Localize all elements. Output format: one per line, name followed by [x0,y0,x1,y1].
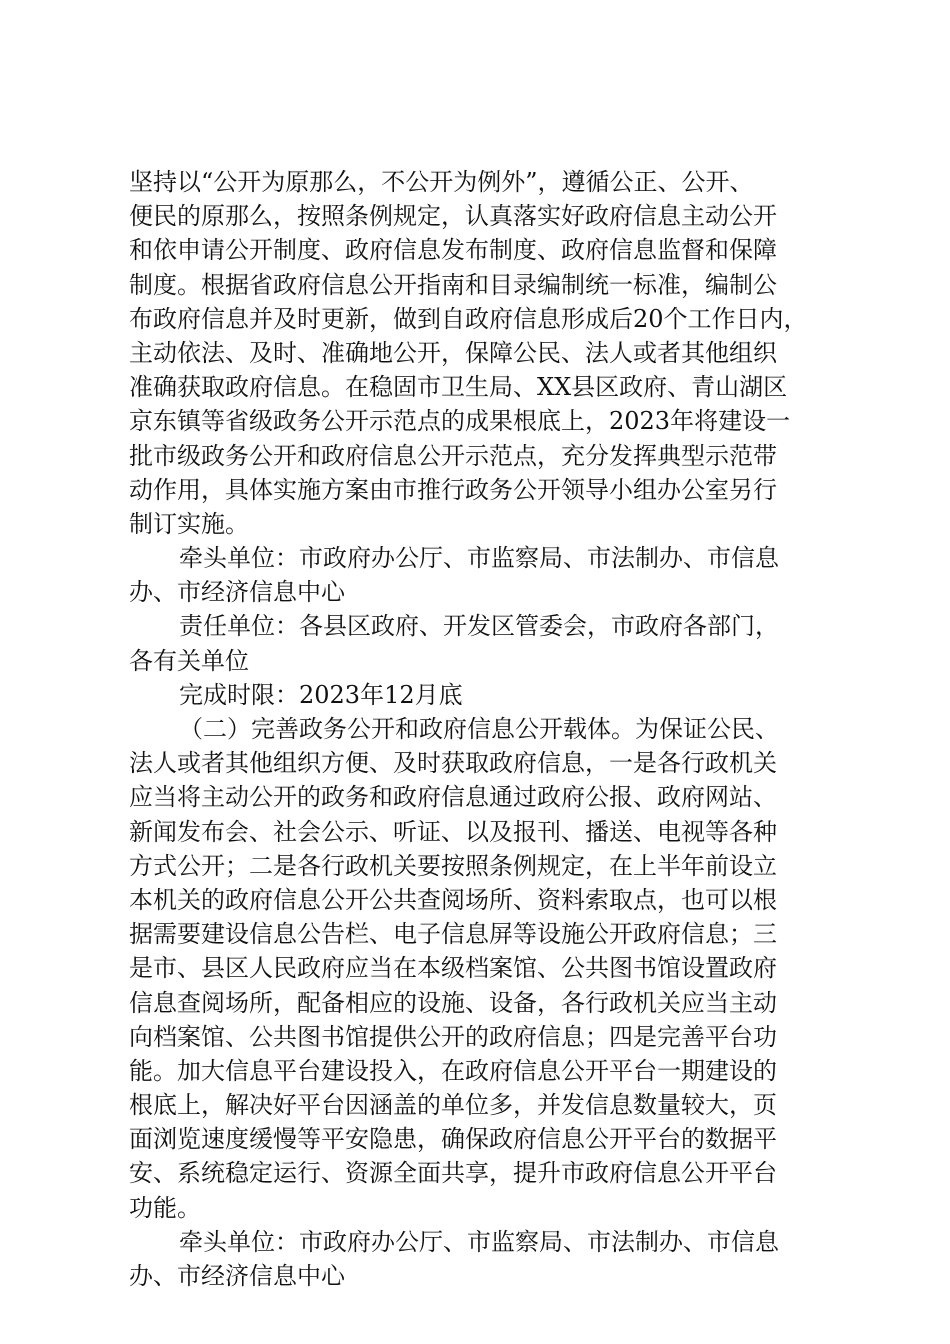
section-heading-line: （二）完善政务公开和政府信息公开载体。为保证公民、 [179,715,779,743]
text-line: 方式公开；二是各行政机关要按照条例规定，在上半年前设立 [129,851,777,880]
deadline-line: 完成时限：2023年12月底 [179,680,463,709]
text-line: 安、系统稳定运行、资源全面共享，提升市政府信息公开平台 [129,1159,777,1188]
text-line: 向档案馆、公共图书馆提供公开的政府信息；四是完善平台功 [129,1022,777,1051]
document-body [129,165,829,1293]
text-line: 各有关单位 [129,646,249,675]
text-line: 面浏览速度缓慢等平安隐患，确保政府信息公开平台的数据平 [129,1125,777,1154]
text-line: 是市、县区人民政府应当在本级档案馆、公共图书馆设置政府 [129,954,777,983]
responsible-unit-line: 责任单位：各县区政府、开发区管委会，市政府各部门， [179,612,779,641]
text-line: 批市级政务公开和政府信息公开示范点，充分发挥典型示范带 [129,441,777,470]
text-line: 据需要建设信息公告栏、电子信息屏等设施公开政府信息；三 [129,920,777,949]
text-line: 京东镇等省级政务公开示范点的成果根底上，2023年将建设一 [129,407,791,436]
text-line: 本机关的政府信息公开公共查阅场所、资料索取点，也可以根 [129,885,777,914]
text-line: 新闻发布会、社会公示、听证、以及报刊、播送、电视等各种 [129,817,777,846]
text-line: 制度。根据省政府信息公开指南和目录编制统一标准，编制公 [129,270,777,299]
text-line: 根底上，解决好平台因涵盖的单位多，并发信息数量较大，页 [129,1091,777,1120]
lead-unit-line: 牵头单位：市政府办公厅、市监察局、市法制办、市信息 [179,1227,779,1256]
text-line: 坚持以“公开为原那么，不公开为例外”，遵循公正、公开、 [129,168,754,196]
text-line: 应当将主动公开的政务和政府信息通过政府公报、政府网站、 [129,783,777,812]
lead-unit-line: 牵头单位：市政府办公厅、市监察局、市法制办、市信息 [179,544,779,573]
text-line: 和依申请公开制度、政府信息发布制度、政府信息监督和保障 [129,236,777,265]
text-line: 便民的原那么，按照条例规定，认真落实好政府信息主动公开 [129,202,777,231]
text-line: 功能。 [129,1193,201,1222]
text-line: 制订实施。 [129,509,249,538]
text-line: 布政府信息并及时更新，做到自政府信息形成后20个工作日内， [129,304,808,333]
text-line: 法人或者其他组织方便、及时获取政府信息，一是各行政机关 [129,749,777,778]
text-line: 准确获取政府信息。在稳固市卫生局、XX县区政府、青山湖区 [129,373,788,402]
text-line: 动作用，具体实施方案由市推行政务公开领导小组办公室另行 [129,475,777,504]
text-line: 信息查阅场所，配备相应的设施、设备，各行政机关应当主动 [129,988,777,1017]
text-line: 办、市经济信息中心 [129,1262,345,1290]
text-line: 办、市经济信息中心 [129,578,345,607]
text-line: 能。加大信息平台建设投入，在政府信息公开平台一期建设的 [129,1056,777,1085]
text-line: 主动依法、及时、准确地公开，保障公民、法人或者其他组织 [129,338,777,367]
